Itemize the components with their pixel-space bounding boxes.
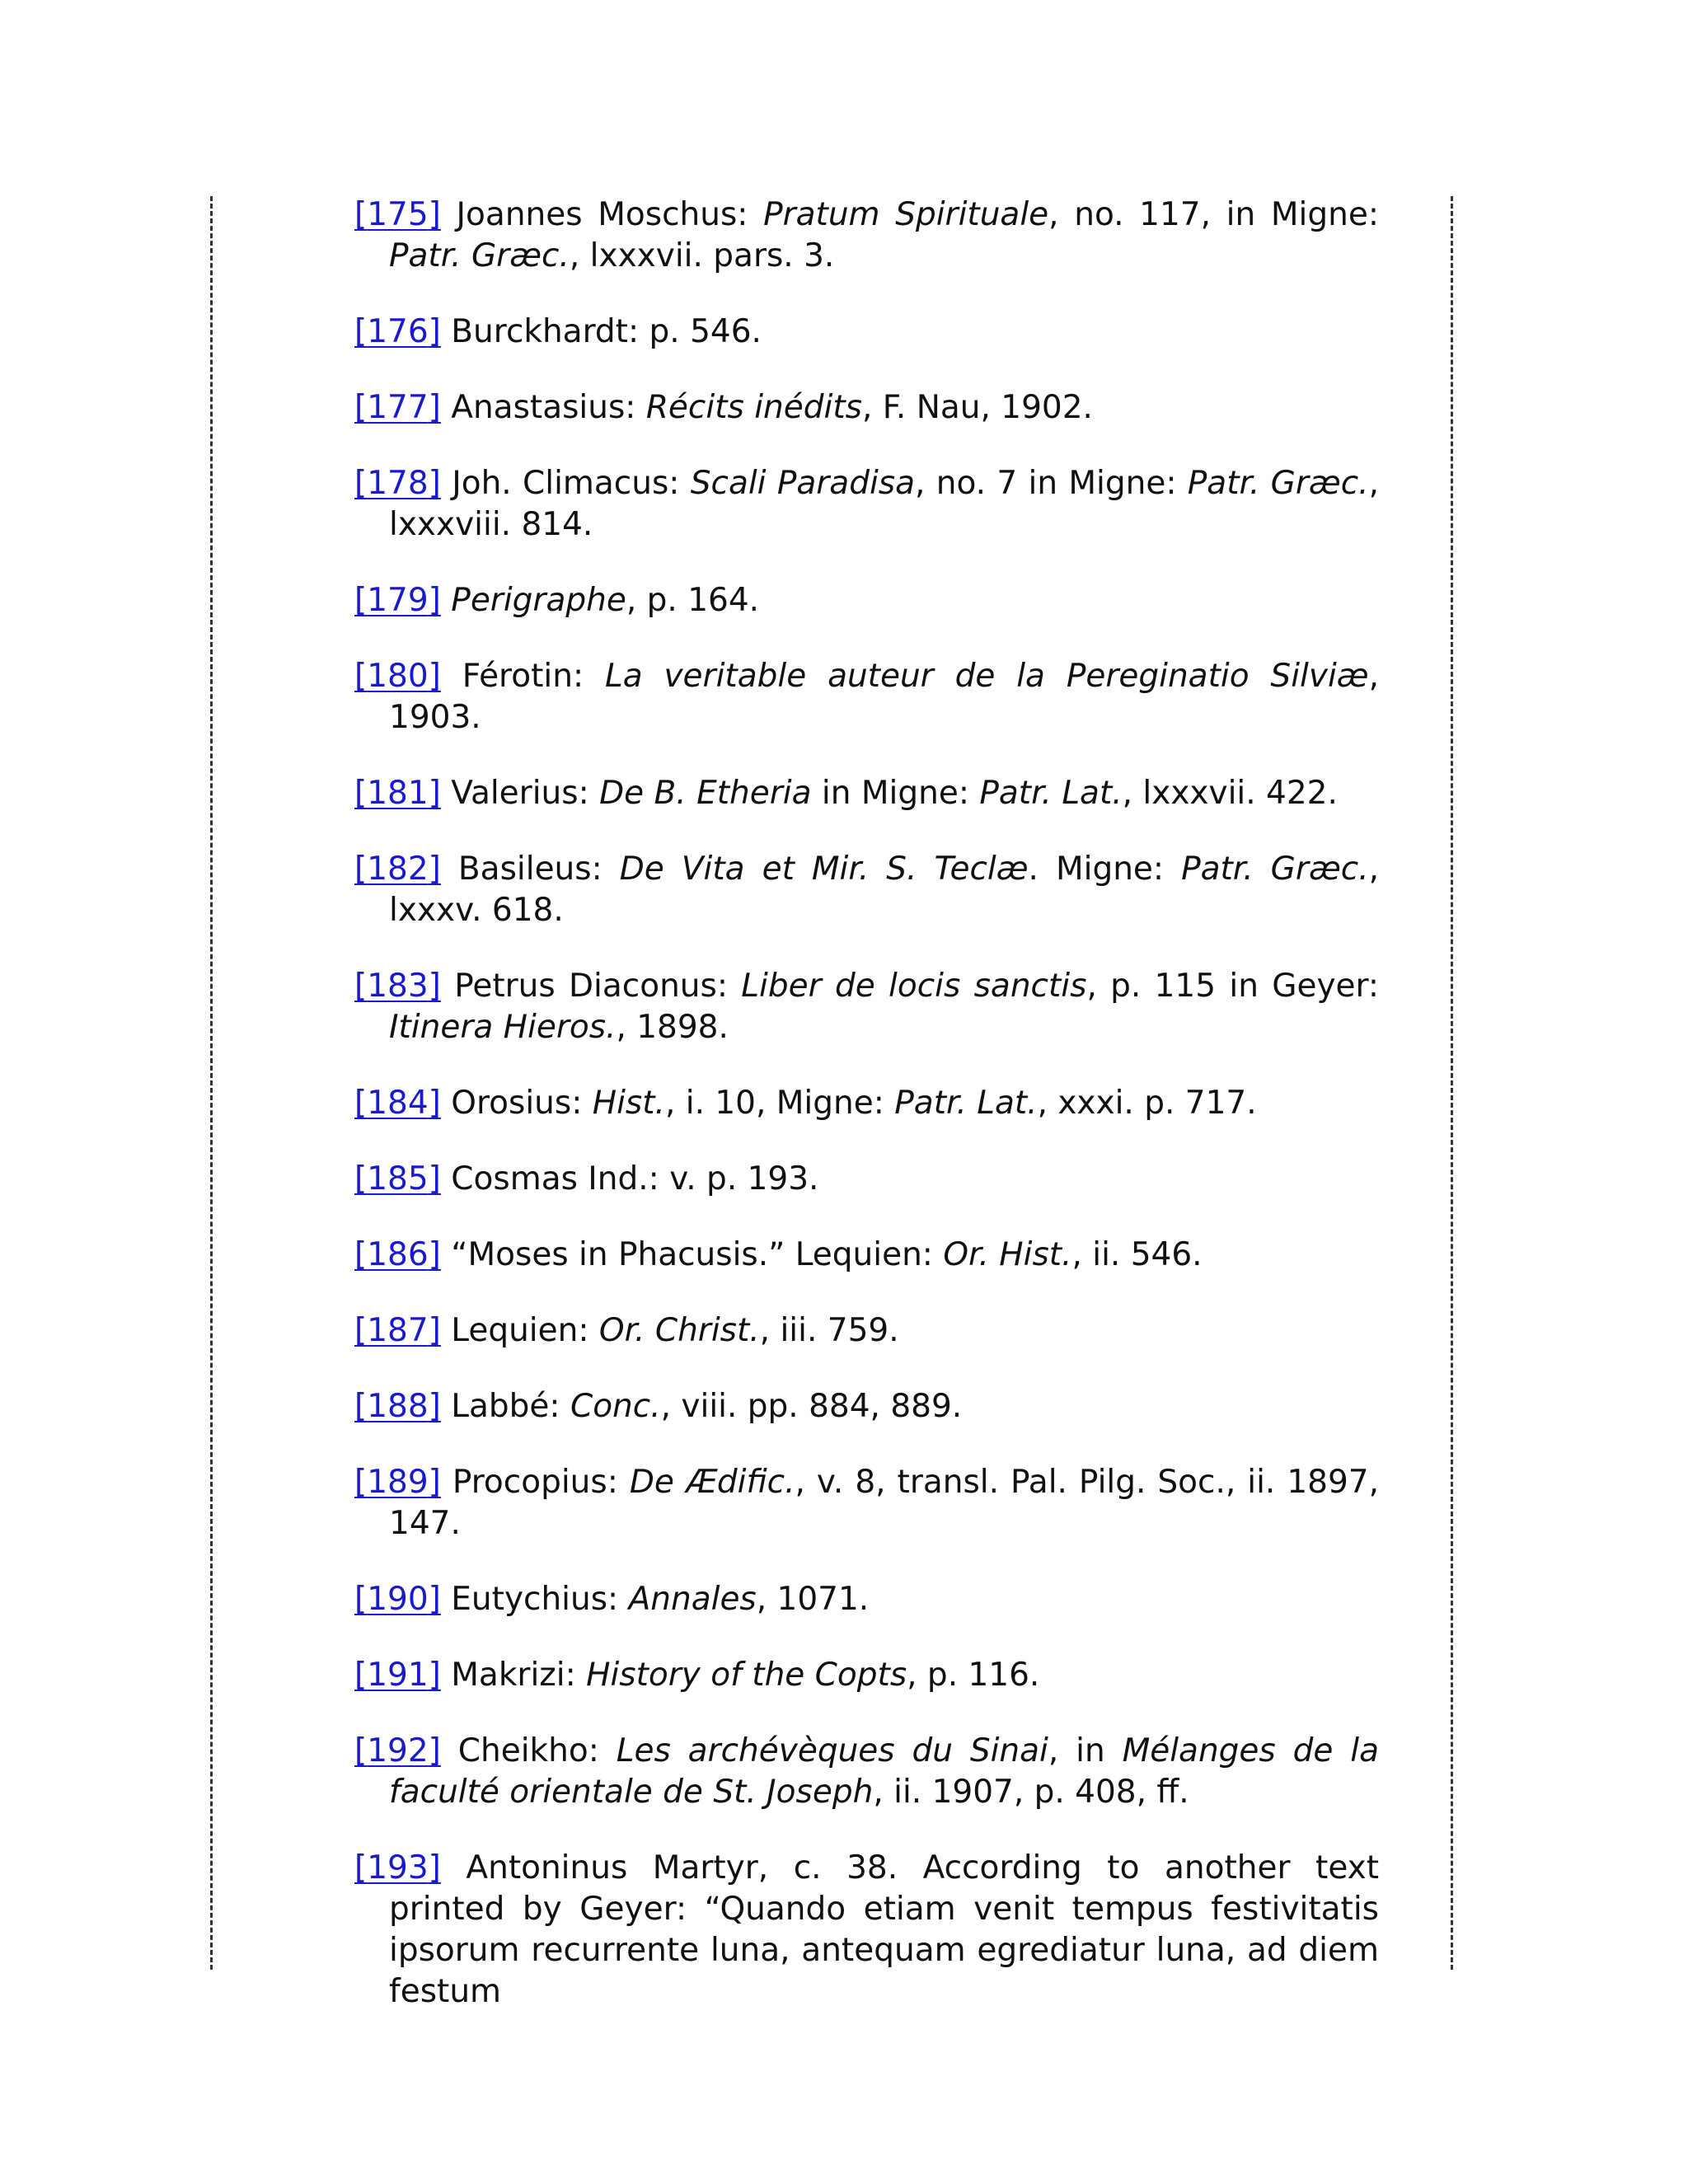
footnote-188 [354,1386,1379,1427]
footnote-backlink-185[interactable]: [ 185 ] [354,1160,441,1197]
footnote-183 [354,966,1379,1048]
footnote-text: Basileus: [440,851,620,888]
footnote-backlink-179[interactable]: [ 179 ] [354,582,441,619]
footnote-backlink-178[interactable]: [ 178 ] [354,465,441,502]
citation-title: Conc. [570,1388,661,1425]
footnote-text: Joannes Moschus: [440,196,764,233]
footnote-backlink-187[interactable]: [ 187 ] [354,1312,441,1349]
footnote-backlink-191[interactable]: [ 191 ] [354,1657,441,1694]
footnote-text: , p. 116. [907,1657,1040,1694]
footnote-text: Orosius: [440,1085,593,1122]
footnote-177 [354,387,1379,429]
footnote-backlink-181[interactable]: [ 181 ] [354,775,441,812]
citation-title: De Vita et Mir. S. Teclæ [619,851,1029,888]
footnote-182 [354,849,1379,931]
footnote-text: , viii. pp. 884, 889. [660,1388,963,1425]
citation-title: Patr. Lat. [894,1085,1038,1122]
footnote-text: Petrus Diaconus: [440,968,742,1005]
footnote-text: , iii. 759. [759,1312,899,1349]
footnote-backlink-177[interactable]: [ 177 ] [354,389,441,426]
citation-title: De B. Etheria [599,775,812,812]
citation-title: De Ædific. [629,1464,795,1501]
citation-title: Patr. Græc. [1187,465,1369,502]
citation-title: Mélanges de la faculté orientale de St. Joseph [389,1732,1379,1811]
footnote-backlink-180[interactable]: [ 180 ] [354,658,441,695]
footnote-text: Eutychius: [440,1581,629,1618]
footnote-184 [354,1083,1379,1124]
footnote-text: Lequien: [440,1312,599,1349]
footnote-text: , 1898. [616,1009,729,1046]
citation-title: Les archévèques du Sinai [616,1732,1048,1769]
footnote-backlink-176[interactable]: [ 176 ] [354,313,441,350]
footnote-191 [354,1655,1379,1696]
citation-title: Patr. Græc. [389,237,570,274]
footnote-backlink-190[interactable]: [ 190 ] [354,1581,441,1618]
footnote-text: Cosmas Ind.: v. p. 193. [440,1160,819,1197]
citation-title: Liber de locis sanctis [741,968,1087,1005]
citation-title: Récits inédits [645,389,862,426]
citation-title: Patr. Græc. [1181,851,1369,888]
citation-title: La veritable auteur de la Pereginatio Silviæ [604,658,1369,695]
footnote-189 [354,1462,1379,1544]
footnote-text [441,582,451,619]
footnote-190 [354,1579,1379,1620]
footnote-185 [354,1159,1379,1200]
footnote-text: , in [1048,1732,1123,1769]
footnote-text: Procopius: [440,1464,630,1501]
footnote-text: , ii. 1907, p. 408, ff. [873,1774,1189,1811]
footnote-187 [354,1310,1379,1352]
footnote-186 [354,1235,1379,1276]
footnote-176 [354,312,1379,353]
footnote-175 [354,194,1379,277]
footnote-text: , lxxxv. 618. [389,851,1379,929]
footnote-text: , 1071. [756,1581,870,1618]
footnote-text: , v. 8, transl. Pal. Pilg. Soc., ii. 1897, 147. [389,1464,1379,1542]
footnotes-list [354,194,1379,2013]
footnote-text: , ii. 546. [1071,1236,1203,1273]
footnote-text: Valerius: [440,775,600,812]
footnote-text: Burckhardt: p. 546. [440,313,762,350]
footnote-text: Makrizi: [440,1657,587,1694]
citation-title: Or. Christ. [598,1312,760,1349]
citation-title: Itinera Hieros. [389,1009,617,1046]
footnote-text: . Migne: [1028,851,1182,888]
footnote-text: Antoninus Martyr, c. 38. According to another text printed by Geyer: “Quando etiam venit tempus festivitatis ipsorum recurrente luna, antequam egrediatur luna, ad diem festum [389,1849,1379,2010]
footnote-192 [354,1731,1379,1813]
footnote-180 [354,656,1379,738]
footnote-text: , lxxxviii. 814. [389,465,1379,543]
footnote-179 [354,580,1379,621]
footnote-backlink-182[interactable]: [ 182 ] [354,851,441,888]
citation-title: Perigraphe [451,582,626,619]
footnote-text: , no. 7 in Migne: [915,465,1188,502]
footnote-178 [354,463,1379,546]
footnote-text: , i. 10, Migne: [664,1085,895,1122]
footnote-193 [354,1848,1379,2013]
citation-title: Hist. [592,1085,665,1122]
citation-title: Annales [628,1581,757,1618]
footnote-text: Labbé: [440,1388,570,1425]
footnote-text: in Migne: [811,775,980,812]
footnote-text: Anastasius: [440,389,646,426]
footnote-text: , no. 117, in Migne: [1048,196,1379,233]
footnote-backlink-193[interactable]: [ 193 ] [354,1849,441,1886]
footnote-text: , lxxxvii. 422. [1122,775,1338,812]
footnote-text: , xxxi. p. 717. [1037,1085,1257,1122]
footnote-181 [354,773,1379,814]
footnote-text: , F. Nau, 1902. [861,389,1093,426]
citation-title: History of the Copts [586,1657,907,1694]
right-dashed-rule [1451,196,1453,1970]
footnote-text: , p. 164. [626,582,760,619]
footnote-text: , p. 115 in Geyer: [1086,968,1380,1005]
footnote-text: , 1903. [389,658,1379,736]
footnote-text: Joh. Climacus: [440,465,691,502]
footnote-backlink-186[interactable]: [ 186 ] [354,1236,441,1273]
citation-title: Or. Hist. [943,1236,1072,1273]
footnote-backlink-184[interactable]: [ 184 ] [354,1085,441,1122]
footnote-backlink-192[interactable]: [ 192 ] [354,1732,441,1769]
footnote-backlink-189[interactable]: [ 189 ] [354,1464,441,1501]
citation-title: Patr. Lat. [979,775,1123,812]
footnote-text: Cheikho: [440,1732,617,1769]
citation-title: Pratum Spirituale [763,196,1049,233]
footnote-backlink-188[interactable]: [ 188 ] [354,1388,441,1425]
footnote-text: “Moses in Phacusis.” Lequien: [440,1236,944,1273]
footnote-backlink-183[interactable]: [ 183 ] [354,968,441,1005]
footnote-text: , lxxxvii. pars. 3. [569,237,835,274]
left-dashed-rule [210,196,213,1970]
footnote-text: Férotin: [440,658,605,695]
citation-title: Scali Paradisa [690,465,916,502]
footnote-backlink-175[interactable]: [ 175 ] [354,196,441,233]
